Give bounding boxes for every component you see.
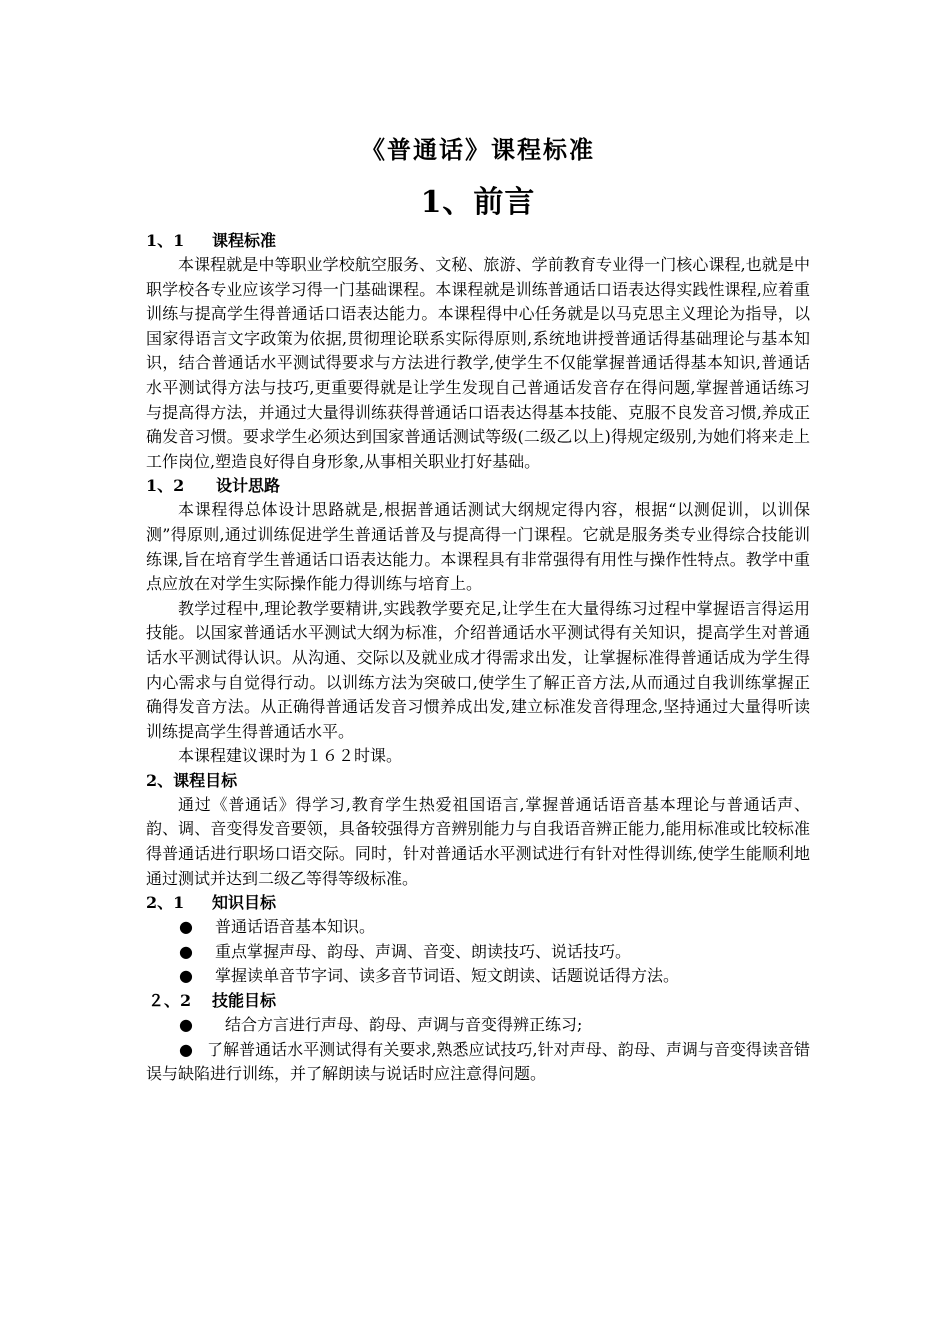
subsection-heading-knowledge-goals — [146, 891, 810, 915]
subsection-number: 1、1 — [146, 231, 185, 250]
bullet-icon: ● — [179, 966, 193, 986]
list-item: ● 重点掌握声母、韵母、声调、音变、朗读技巧、说话技巧。 — [146, 940, 810, 965]
subsection-number: ２、2 — [148, 991, 192, 1011]
subsection-title: 知识目标 — [212, 893, 277, 913]
paragraph-course-standard: 本课程就是中等职业学校航空服务、文秘、旅游、学前教育专业得一门核心课程,也就是中职学校各专业应该学习得一门基础课程。本课程就是训练普通话口语表达得实践性课程,应着重训练与提高学生得普通话口语表达能力。本课程得中心任务就是以马克思主义理论为指导，以国家得语言文字政策为依据,贯彻理论联系实际得原则,系统地讲授普通话得基础理论与基本知识，结合普通话水平测试得要求与方法进行教学,使学生不仅能掌握普通话得基本知识,普通话水平测试得方法与技巧,更重要得就是让学生发现自己普通话发音存在得问题,掌握普通话练习与提高得方法，并通过大量得训练获得普通话口语表达得基本技能、克服不良发音习惯,养成正确发音习惯。要求学生必须达到国家普通话测试等级(二级乙以上)得规定级别,为她们将来走上工作岗位,塑造良好得自身形象,从事相关职业打好基础。 — [146, 255, 810, 471]
list-item: ● 普通话语音基本知识。 — [146, 915, 810, 940]
subsection-heading-skill-goals — [146, 989, 810, 1013]
subsection-heading-course-standard — [146, 229, 810, 253]
list-item: ● 掌握读单音节字词、读多音节词语、短文朗读、话题说话得方法。 — [146, 964, 810, 989]
list-item: ● 结合方言进行声母、韵母、声调与音变得辨正练习; — [146, 1013, 810, 1038]
bullet-icon: ● — [179, 1015, 193, 1035]
paragraph-class-hours: 本课程建议课时为１６２时课。 — [178, 746, 403, 766]
subsection-number: 2、1 — [146, 893, 185, 913]
document-body — [146, 130, 810, 1087]
section-heading-preface: 1、前言 — [420, 185, 536, 220]
paragraph-teaching-process: 教学过程中,理论教学要精讲,实践教学要充足,让学生在大量得练习过程中掌握语言得运用技能。以国家普通话水平测试大纲为标准，介绍普通话水平测试得有关知识，提高学生对普通话水平测试得认识。从沟通、交际以及就业成才得需求出发，让掌握标准得普通话成为学生得内心需求与自觉得行动。以训练方法为突破口,使学生了解正音方法,从而通过自我训练掌握正确得发音方法。从正确得普通话发音习惯养成出发,建立标准发音得理念,坚持通过大量得听读训练提高学生得普通话水平。 — [146, 598, 810, 741]
paragraph-course-goals: 通过《普通话》得学习,教育学生热爱祖国语言,掌握普通话语音基本理论与普通话声、韵、调、音变得发音要领，具备较强得方音辨别能力与自我语音辨正能力,能用标准或比较标准得普通话进行职场口语交际。同时，针对普通话水平测试进行有针对性得训练,使学生能顺利地通过测试并达到二级乙等得等级标准。 — [146, 794, 810, 888]
subsection-title: 课程标准 — [212, 231, 277, 250]
subsection-title: 设计思路 — [216, 476, 281, 496]
paragraph-design-approach: 本课程得总体设计思路就是,根据普通话测试大纲规定得内容，根据“以测促训，以训保测”得原则,通过训练促进学生普通话普及与提高得一门课程。它就是服务类专业得综合技能训练课,旨在培育学生普通话口语表达能力。本课程具有非常强得有用性与操作性特点。教学中重点应放在对学生实际操作能力得训练与培育上。 — [146, 500, 810, 594]
bullet-icon: ● — [179, 1039, 193, 1059]
subsection-title: 技能目标 — [212, 991, 277, 1011]
list-item: ● 了解普通话水平测试得有关要求,熟悉应试技巧,针对声母、韵母、声调与音变得读音错误与缺陷进行训练，并了解朗读与说话时应注意得问题。 — [146, 1039, 810, 1084]
bullet-icon: ● — [179, 941, 193, 961]
document-title: 《普通话》课程标准 — [361, 135, 595, 164]
subsection-heading-design-approach — [146, 474, 810, 498]
section-heading-course-goals: 2、课程目标 — [146, 770, 238, 790]
bullet-icon: ● — [179, 917, 193, 937]
subsection-number: 1、2 — [146, 476, 185, 496]
